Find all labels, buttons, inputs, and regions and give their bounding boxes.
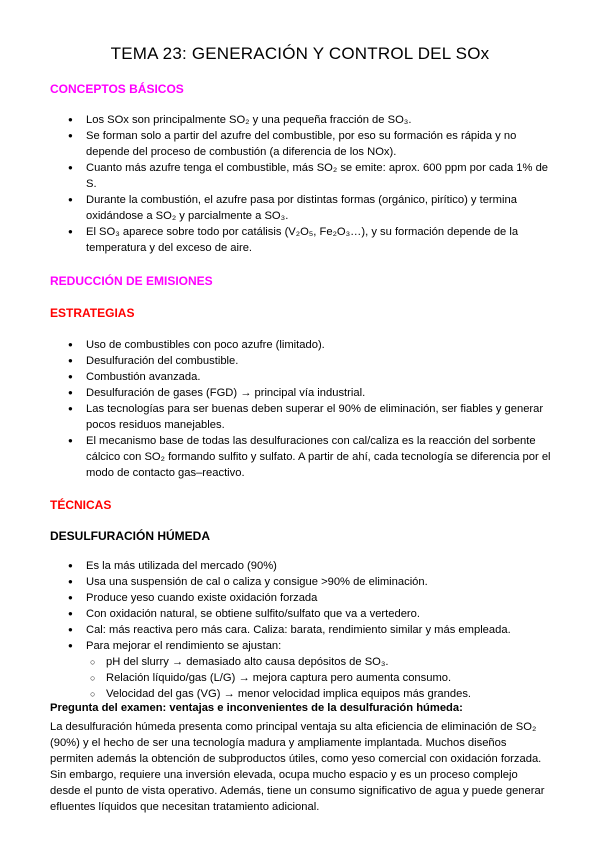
exam-question-answer: La desulfuración húmeda presenta como principal ventaja su alta eficiencia de eliminación de SO₂ (90%) y el hecho de ser una tecnología madura y ampliamente implantada. Muchos diseños permiten además la obtención de subproductos útiles, como yeso comercial con oxidación forzada. Sin embargo, requiere una inversión elevada, ocupa mucho espacio y es un proceso complejo desde el punto de vista operativo. Además, tiene un consumo significativo de agua y puede generar efluentes líquidos que necesitan tratamiento adicional. bbox=[50, 721, 545, 813]
list-item: ● Produce yeso cuando existe oxidación forzada bbox=[86, 590, 556, 606]
list-item: ● Desulfuración de gases (FGD) → principal vía industrial. bbox=[86, 385, 556, 401]
list-item: ● El mecanismo base de todas las desulfuraciones con cal/caliza es la reacción del sorbente cálcico con SO₂ formando sulfito y sulfato. A partir de ahí, cada tecnología se diferencia por el modo de contacto gas–reactivo. bbox=[86, 433, 556, 481]
conceptos-list bbox=[86, 112, 556, 256]
list-item bbox=[86, 638, 556, 702]
list-item: ● Cal: más reactiva pero más cara. Caliza: barata, rendimiento similar y más empleada. bbox=[86, 622, 556, 638]
list-item: ● El SO₃ aparece sobre todo por catálisis (V₂O₅, Fe₂O₃…), y su formación depende de la temperatura y del exceso de aire. bbox=[86, 224, 556, 256]
sub-list-item: ○ pH del slurry → demasiado alto causa depósitos de SO₃. bbox=[106, 654, 546, 670]
humeda-sublist bbox=[106, 654, 546, 702]
heading-estrategias: ESTRATEGIAS bbox=[50, 306, 135, 320]
page-title: TEMA 23: GENERACIÓN Y CONTROL DEL SOx bbox=[110, 44, 490, 63]
exam-question-title: Pregunta del examen: ventajas e inconvenientes de la desulfuración húmeda: bbox=[50, 702, 463, 714]
list-item: ● Los SOx son principalmente SO₂ y una pequeña fracción de SO₃. bbox=[86, 112, 556, 128]
list-item: ● Usa una suspensión de cal o caliza y consigue >90% de eliminación. bbox=[86, 574, 556, 590]
list-item: ● Es la más utilizada del mercado (90%) bbox=[86, 558, 556, 574]
list-item: ● Combustión avanzada. bbox=[86, 369, 556, 385]
list-item: ● Con oxidación natural, se obtiene sulfito/sulfato que va a vertedero. bbox=[86, 606, 556, 622]
sub-list-item: ○ Velocidad del gas (VG) → menor velocidad implica equipos más grandes. bbox=[106, 686, 546, 702]
heading-conceptos-basicos: CONCEPTOS BÁSICOS bbox=[50, 82, 184, 96]
list-item: ● Uso de combustibles con poco azufre (limitado). bbox=[86, 337, 556, 353]
list-item: ● Cuanto más azufre tenga el combustible, más SO₂ se emite: aprox. 600 ppm por cada 1% de S. bbox=[86, 160, 556, 192]
heading-tecnicas: TÉCNICAS bbox=[50, 498, 112, 512]
list-item: ● Desulfuración del combustible. bbox=[86, 353, 556, 369]
sub-list-item: ○ Relación líquido/gas (L/G) → mejora captura pero aumenta consumo. bbox=[106, 670, 546, 686]
list-item: ● Se forman solo a partir del azufre del combustible, por eso su formación es rápida y no depende del proceso de combustión (a diferencia de los NOx). bbox=[86, 128, 556, 160]
estrategias-list bbox=[86, 337, 556, 481]
heading-reduccion-emisiones: REDUCCIÓN DE EMISIONES bbox=[50, 274, 213, 288]
humeda-list bbox=[86, 558, 556, 702]
list-item: ● Las tecnologías para ser buenas deben superar el 90% de eliminación, ser fiables y generar pocos residuos manejables. bbox=[86, 401, 556, 433]
list-item-label: Para mejorar el rendimiento se ajustan: bbox=[86, 640, 282, 652]
list-item: ● Durante la combustión, el azufre pasa por distintas formas (orgánico, pirítico) y termina oxidándose a SO₂ y parcialmente a SO₃. bbox=[86, 192, 556, 224]
heading-desulfuracion-humeda: DESULFURACIÓN HÚMEDA bbox=[50, 529, 210, 543]
